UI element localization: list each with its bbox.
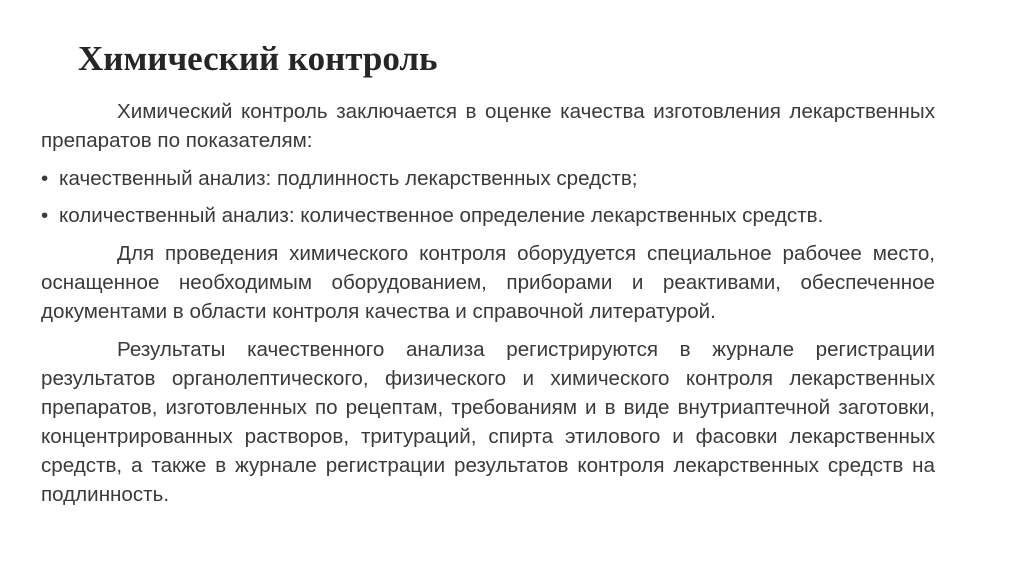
results-paragraph: Результаты качественного анализа регистрируются в журнале регистрации результатов органолептического, физического и химического контроля лекарственных препаратов, изготовленных по рецептам, требованиям и в виде внутриаптечной заготовки, концентрированных растворов, тритураций, спирта этилового и фасовки лекарственных средств, а также в журнале регистрации результатов контроля лекарственных средств на подлинность. (41, 338, 935, 506)
slide-title: Химический контроль (78, 39, 438, 78)
list-item-text: количественный анализ: количественное определение лекарственных средств. (59, 204, 824, 227)
intro-paragraph: Химический контроль заключается в оценке качества изготовления лекарственных препаратов по показателям: (41, 100, 935, 152)
indicator-list (41, 164, 935, 230)
workplace-paragraph: Для проведения химического контроля оборудуется специальное рабочее место, оснащенное необходимым оборудованием, приборами и реактивами, обеспеченное документами в области контроля качества и справочной литературой. (41, 242, 935, 323)
list-item (41, 164, 935, 193)
bullet-icon: • (41, 167, 49, 190)
bullet-icon: • (41, 204, 49, 227)
list-item (41, 201, 935, 230)
slide-body (41, 97, 935, 509)
list-item-text: качественный анализ: подлинность лекарственных средств; (59, 167, 638, 190)
